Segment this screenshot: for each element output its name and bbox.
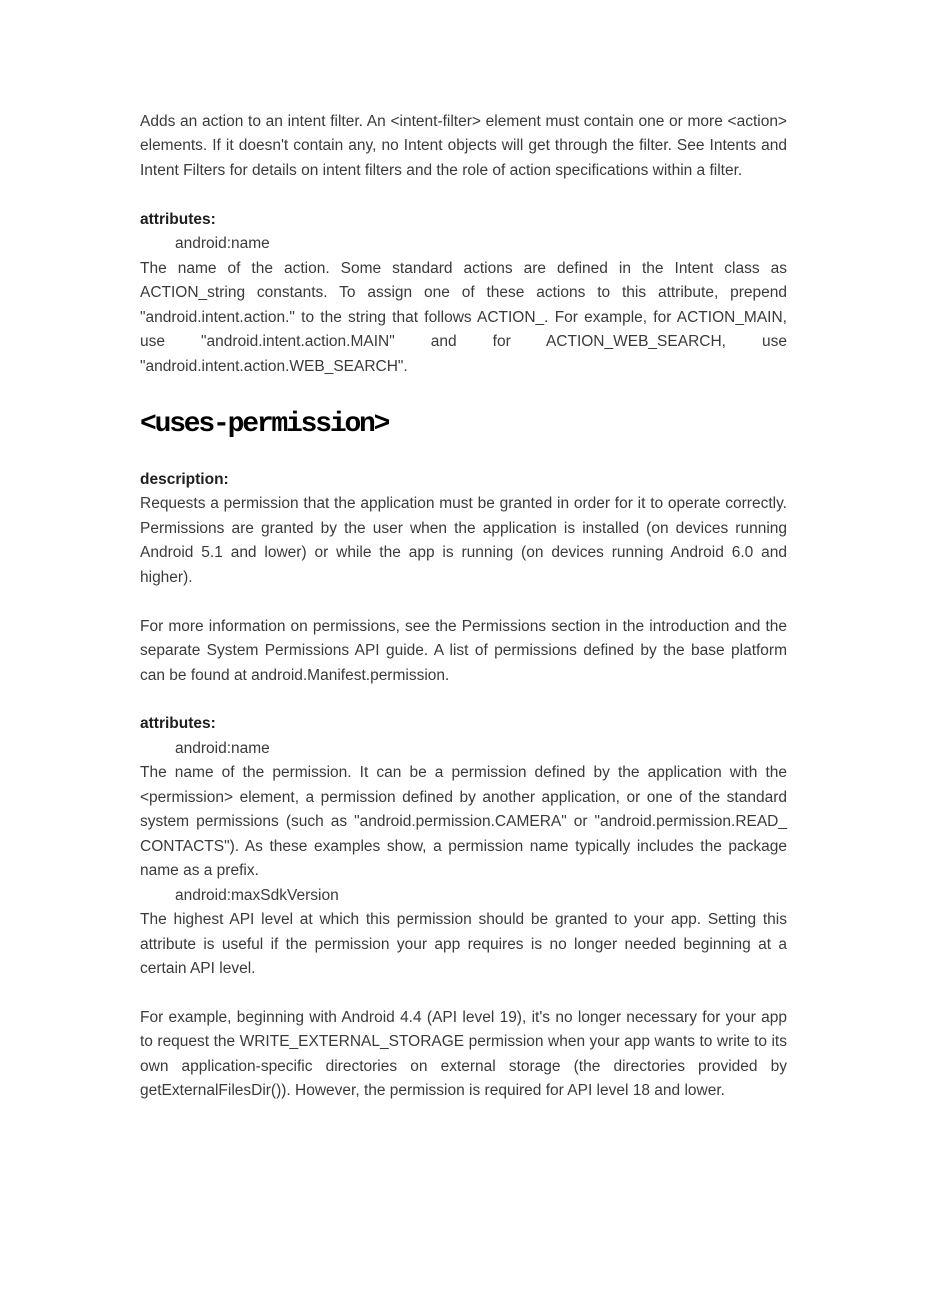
attribute-android-maxsdkversion: android:maxSdkVersion [175,886,339,904]
intro-paragraph: Adds an action to an intent filter. An <intent-filter> element must contain one or more <action> elements. If it doesn't contain any, no Intent objects will get through the filter. See Intents and Intent Filters for details on intent filters and the role of action specifications within a filter. [140,113,787,179]
example-paragraph: For example, beginning with Android 4.4 (API level 19), it's no longer necessary for your app to request the WRITE_EXTERNAL_STORAGE permission when your app wants to write to its own application-specific directories on external storage (the directories provided by getExternalFilesDir()). However, the permission is required for API level 18 and lower. [140,1008,787,1100]
document-page [140,110,787,1104]
permission-attributes-label: attributes: [140,715,216,733]
attribute-android-name-permission: android:name [175,739,270,757]
maxsdkversion-description-paragraph: The highest API level at which this permission should be granted to your app. Setting this attribute is useful if the permission your app requires is no longer needed beginning at a certain API level. [140,911,787,977]
more-info-paragraph: For more information on permissions, see the Permissions section in the introduction and the separate System Permissions API guide. A list of permissions defined by the base platform can be found at android.Manifest.permission. [140,617,787,684]
permission-name-description-paragraph: The name of the permission. It can be a permission defined by the application with the <permission> element, a permission defined by another application, or one of the standard system permissions (such as "android.permission.CAMERA" or "android.permission.READ_​CONTACTS"). As these examples show, a permission name typically includes the package name as a prefix. [140,764,787,880]
action-attributes-label: attributes: [140,210,216,228]
description-paragraph: Requests a permission that the application must be granted in order for it to operate correctly. Permissions are granted by the user when the application is installed (on devices running Android 5.1 and lower) or while the app is running (on devices running Android 6.0 and higher). [140,495,787,586]
attribute-android-name: android:name [175,235,270,253]
description-label: description: [140,470,229,488]
uses-permission-heading: <uses-permission> [140,408,389,440]
action-name-description-paragraph: The name of the action. Some standard actions are defined in the Intent class as ACTION_string constants. To assign one of these actions to this attribute, prepend "android.intent.action." to the string that follows ACTION_. For example, for ACTION_MAIN, use "android.intent.action.MAIN" and for ACTION_WEB_SEARCH, use "android.intent.action.WEB_SEARCH". [140,259,787,375]
